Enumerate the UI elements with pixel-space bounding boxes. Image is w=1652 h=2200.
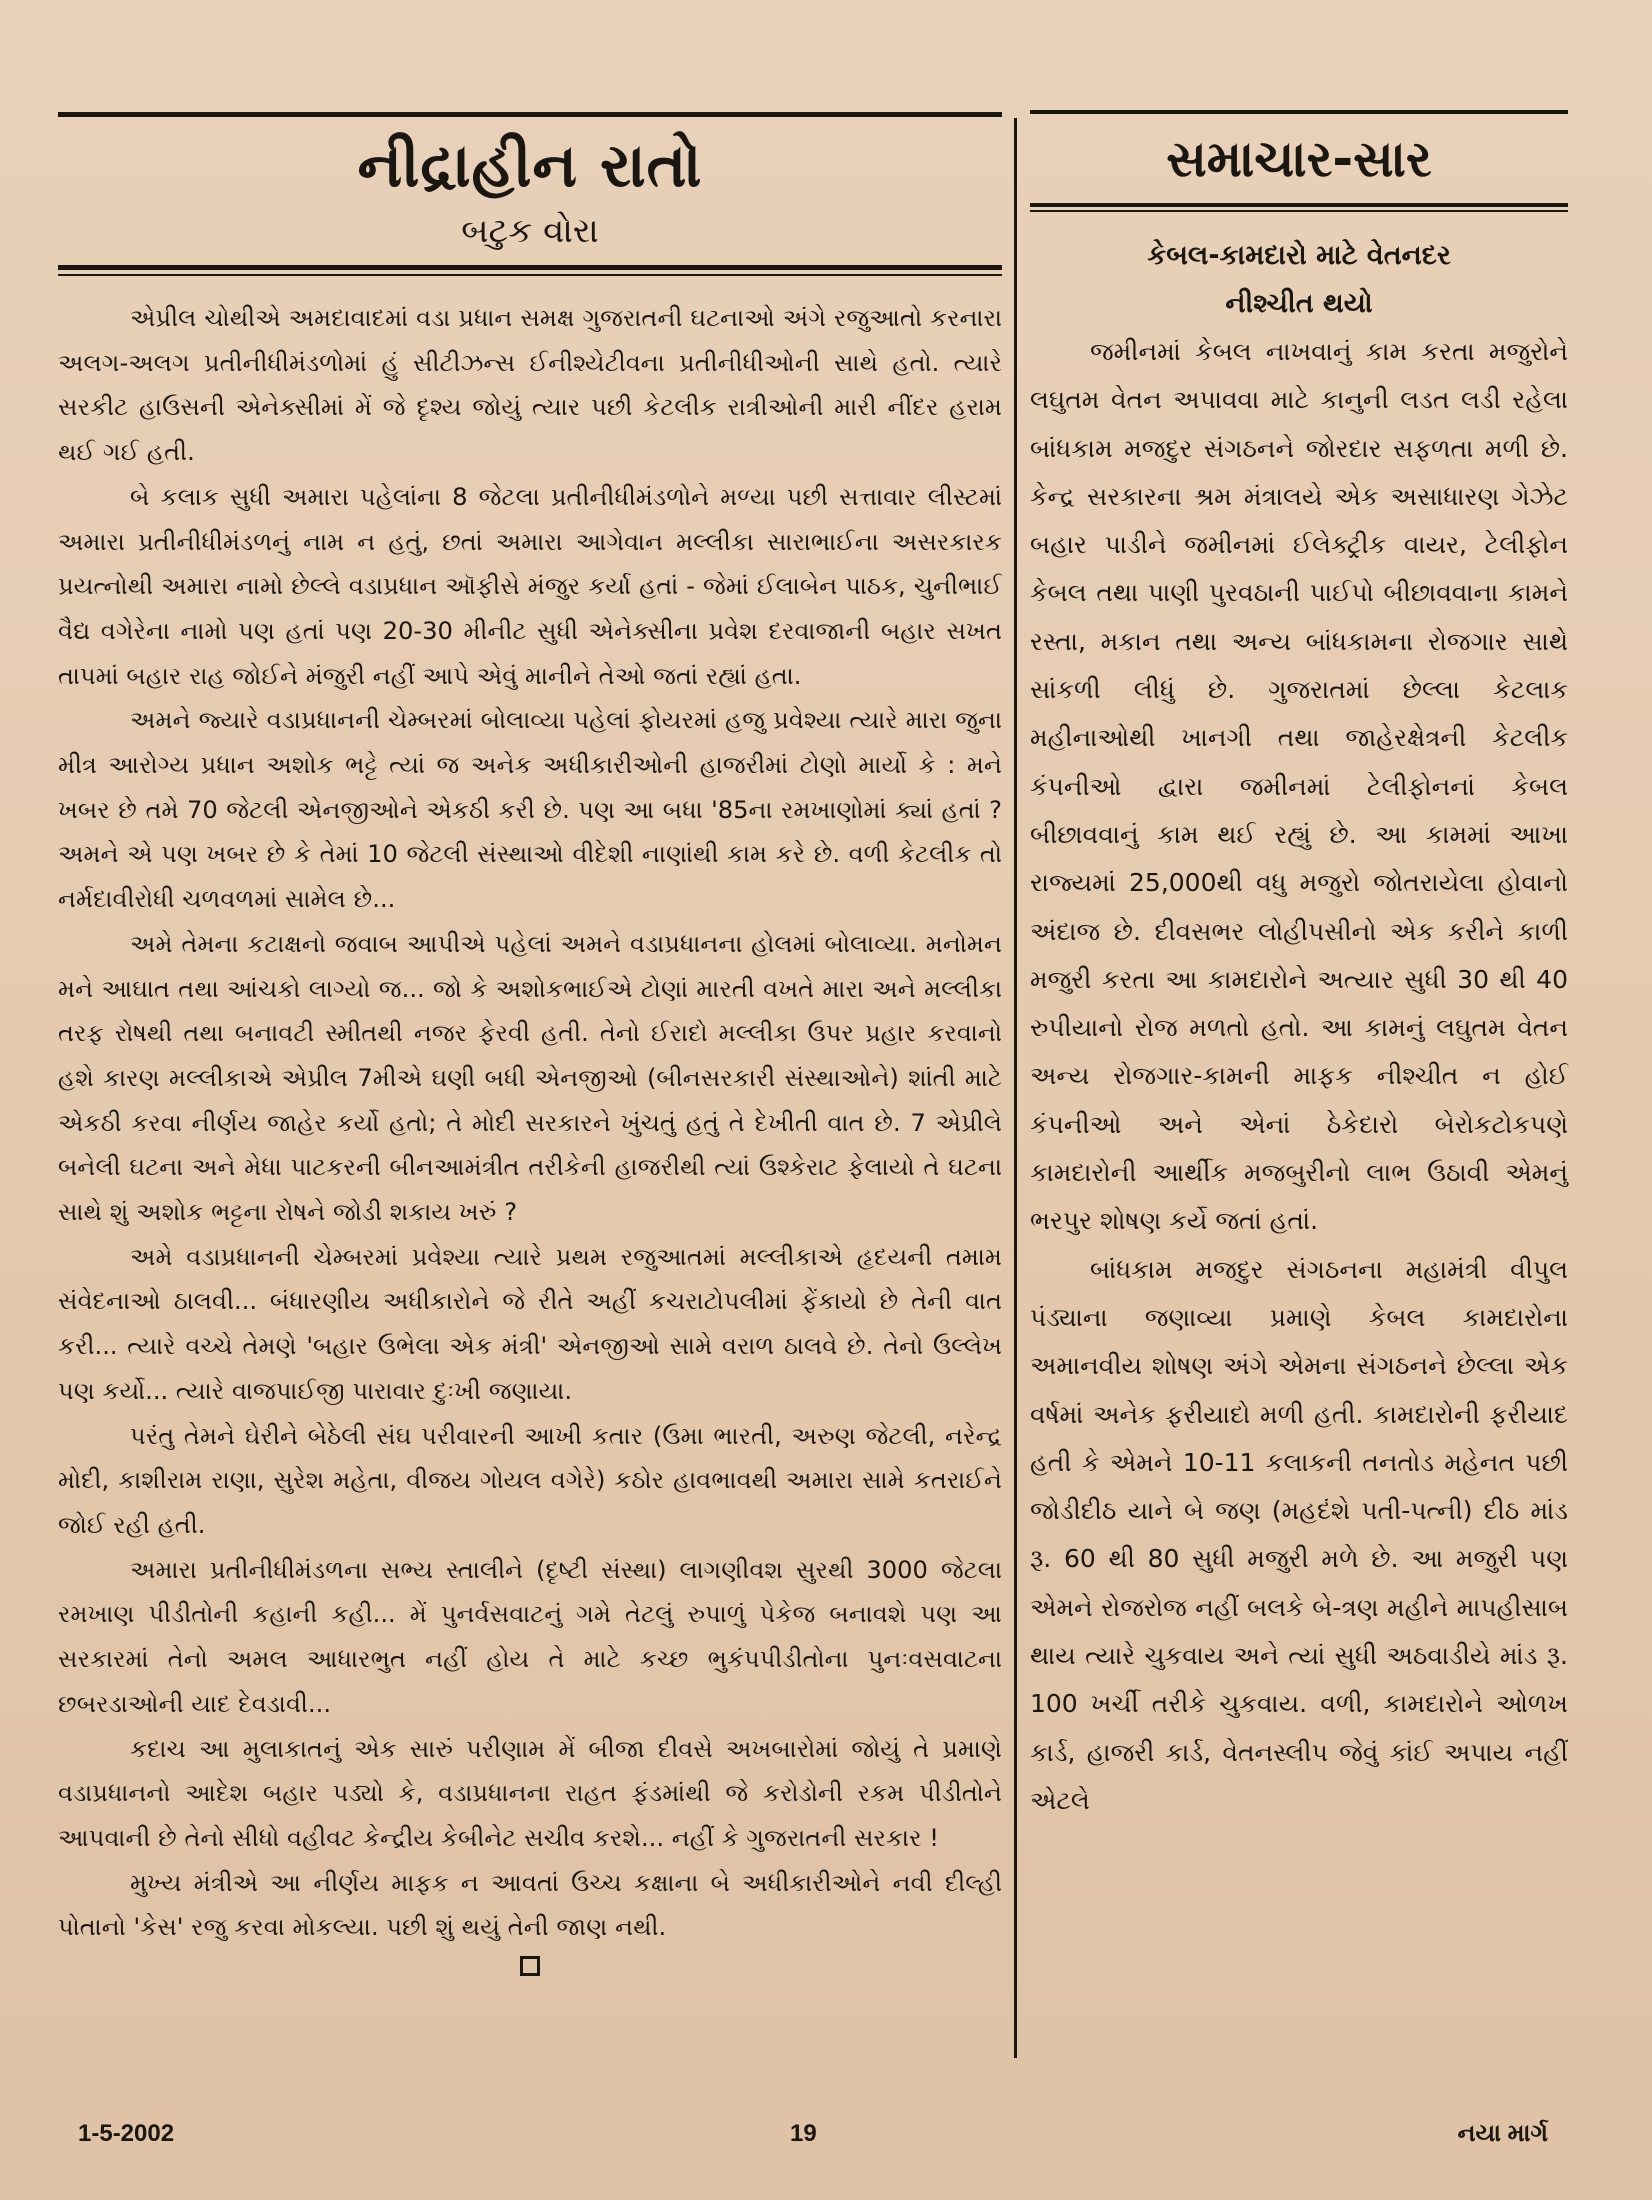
news-paragraph: જમીનમાં કેબલ નાખવાનું કામ કરતા મજુરોને લઘુતમ વેતન અપાવવા માટે કાનુની લડત લડી રહેલા બાંધકામ મજદુર સંગઠનને જોરદાર સફળતા મળી છે. કેન્દ્ર સરકારના શ્રમ મંત્રાલયે એક અસાધારણ ગેઝેટ બહાર પાડીને જમીનમાં ઈલેક્ટ્રીક વાયર, ટેલીફોન કેબલ તથા પાણી પુરવઠાની પાઈપો બીછાવવાના કામને રસ્તા, મકાન તથા અન્ય બાંધકામના રોજગાર સાથે સાંકળી લીધું છે. ગુજરાતમાં છેલ્લા કેટલાક મહીનાઓથી ખાનગી તથા જાહેરક્ષેત્રની કેટલીક કંપનીઓ દ્વારા જમીનમાં ટેલીફોનનાં કેબલ બીછાવવાનું કામ થઈ રહ્યું છે. આ કામમાં આખા રાજ્યમાં 25,000થી વધુ મજુરો જોતરાયેલા હોવાનો અંદાજ છે. દીવસભર લોહીપસીનો એક કરીને કાળી મજુરી કરતા આ કામદારોને અત્યાર સુધી 30 થી 40 રુપીયાનો રોજ મળતો હતો. આ કામનું લઘુતમ વેતન અન્ય રોજગાર-કામની માફક નીશ્ચીત ન હોઈ કંપનીઓ અને એનાં ઠેકેદારો બેરોકટોકપણે કામદારોની આર્થીક મજબુરીનો લાભ ઉઠાવી એમનું ભરપુર શોષણ કર્યે જતાં હતાં. — [1030, 337, 1568, 1236]
left-article — [58, 112, 1002, 1982]
page-footer — [78, 2120, 1548, 2160]
magazine-name: નયા માર્ગ — [1457, 2120, 1548, 2147]
section-top-rule — [1030, 110, 1568, 114]
section-bottom-rule — [1030, 203, 1568, 207]
page-number: 19 — [790, 2120, 817, 2147]
news-headline-line2: નીશ્ચીત થયો — [1225, 288, 1373, 319]
issue-date: 1-5-2002 — [78, 2120, 175, 2147]
article-paragraph: અમે તેમના કટાક્ષનો જવાબ આપીએ પહેલાં અમને વડાપ્રધાનના હોલમાં બોલાવ્યા. મનોમન મને આઘાત તથા આંચકો લાગ્યો જ... જો કે અશોકભાઈએ ટોણાં મારતી વખતે મારા અને મલ્લીકા તરફ રોષથી તથા બનાવટી સ્મીતથી નજર ફેરવી હતી. તેનો ઈરાદો મલ્લીકા ઉપર પ્રહાર કરવાનો હશે કારણ મલ્લીકાએ એપ્રીલ 7મીએ ઘણી બધી એનજીઓ (બીનસરકારી સંસ્થાઓને) શાંતી માટે એકઠી કરવા નીર્ણય જાહેર કર્યો હતો; તે મોદી સરકારને ખુંચતું હતું તે દેખીતી વાત છે. 7 એપ્રીલે બનેલી ઘટના અને મેધા પાટકરની બીનઆમંત્રીત તરીકેની હાજરીથી ત્યાં ઉશ્કેરાટ ફેલાયો તે ઘટના સાથે શું અશોક ભટ્ટના રોષને જોડી શકાય ખરું ? — [58, 929, 1002, 1227]
title-bottom-rule-thin — [58, 274, 1002, 276]
title-bottom-rule — [58, 265, 1002, 270]
article-paragraph: કદાચ આ મુલાકાતનું એક સારું પરીણામ મેં બીજા દીવસે અખબારોમાં જોયું તે પ્રમાણે વડાપ્રધાનનો આદેશ બહાર પડ્યો કે, વડાપ્રધાનના રાહત ફંડમાંથી જે કરોડોની રકમ પીડીતોને આપવાની છે તેનો સીધો વહીવટ કેન્દ્રીય કેબીનેટ સચીવ કરશે... નહીં કે ગુજરાતની સરકાર ! — [58, 1734, 1002, 1852]
news-headline-line1: કેબલ-કામદારો માટે વેતનદર — [1147, 240, 1451, 271]
article-paragraph: અમને જ્યારે વડાપ્રધાનની ચેમ્બરમાં બોલાવ્યા પહેલાં ફોયરમાં હજુ પ્રવેશ્યા ત્યારે મારા જુના મીત્ર આરોગ્ય પ્રધાન અશોક ભટ્ટે ત્યાં જ અનેક અધીકારીઓની હાજરીમાં ટોણો માર્યો કે : મને ખબર છે તમે 70 જેટલી એનજીઓને એકઠી કરી છે. પણ આ બધા '85ના રમખાણોમાં ક્યાં હતાં ? અમને એ પણ ખબર છે કે તેમાં 10 જેટલી સંસ્થાઓ વીદેશી નાણાંથી કામ કરે છે. વળી કેટલીક તો નર્મદાવીરોધી ચળવળમાં સામેલ છે... — [58, 706, 1002, 914]
article-title: નીદ્રાહીન રાતો — [357, 131, 703, 201]
news-paragraph: બાંધકામ મજદુર સંગઠનના મહામંત્રી વીપુલ પંડ્યાના જણાવ્યા પ્રમાણે કેબલ કામદારોના અમાનવીય શોષણ અંગે એમના સંગઠનને છેલ્લા એક વર્ષમાં અનેક ફરીયાદો મળી હતી. કામદારોની ફરીયાદ હતી કે એમને 10-11 કલાકની તનતોડ મહેનત પછી જોડીદીઠ યાને બે જણ (મહદંશે પતી-પત્ની) દીઠ માંડ રૂ. 60 થી 80 સુધી મજુરી મળે છે. આ મજુરી પણ એમને રોજરોજ નહીં બલકે બે-ત્રણ મહીને માપહીસાબ થાય ત્યારે ચુકવાય અને ત્યાં સુધી અઠવાડીયે માંડ રૂ. 100 ખર્ચી તરીકે ચુકવાય. વળી, કામદારોને ઓળખ કાર્ડ, હાજરી કાર્ડ, વેતનસ્લીપ જેવું કાંઈ અપાય નહીં એટલે — [1030, 1254, 1568, 1815]
news-summary-section — [1030, 110, 1568, 1825]
section-title: સમાચાર-સાર — [1166, 130, 1432, 188]
article-paragraph: મુખ્ય મંત્રીએ આ નીર્ણય માફક ન આવતાં ઉચ્ચ કક્ષાના બે અધીકારીઓને નવી દીલ્હી પોતાનો 'કેસ' રજુ કરવા મોકલ્યા. પછી શું થયું તેની જાણ નથી. — [58, 1868, 1002, 1942]
article-paragraph: અમે વડાપ્રધાનની ચેમ્બરમાં પ્રવેશ્યા ત્યારે પ્રથમ રજુઆતમાં મલ્લીકાએ હૃદયની તમામ સંવેદનાઓ ઠાલવી... બંધારણીય અધીકારોને જે રીતે અહીં કચરાટોપલીમાં ફેંકાયો છે તેની વાત કરી... ત્યારે વચ્ચે તેમણે 'બહાર ઉભેલા એક મંત્રી' એનજીઓ સામે વરાળ ઠાલવે છે. તેનો ઉલ્લેખ પણ કર્યો... ત્યારે વાજપાઈજી પારાવાર દુઃખી જણાયા. — [58, 1242, 1002, 1405]
article-body — [58, 296, 1002, 1950]
section-bottom-rule-thin — [1030, 210, 1568, 212]
news-body — [1030, 328, 1568, 1825]
article-paragraph: બે કલાક સુધી અમારા પહેલાંના 8 જેટલા પ્રતીનીધીમંડળોને મળ્યા પછી સત્તાવાર લીસ્ટમાં અમારા પ્રતીનીધીમંડળનું નામ ન હતું, છતાં અમારા આગેવાન મલ્લીકા સારાભાઈના અસરકારક પ્રયત્નોથી અમારા નામો છેલ્લે વડાપ્રધાન ઑફીસે મંજુર કર્યા હતાં - જેમાં ઈલાબેન પાઠક, ચુનીભાઈ વૈદ્ય વગેરેના નામો પણ હતાં પણ 20-30 મીનીટ સુધી એનેક્સીના પ્રવેશ દરવાજાની બહાર સખત તાપમાં બહાર રાહ જોઈને મંજુરી નહીં આપે એવું માનીને તેઓ જતાં રહ્યાં હતા. — [58, 482, 1002, 690]
article-paragraph: અમારા પ્રતીનીધીમંડળના સભ્ય સ્તાલીને (દૃષ્ટી સંસ્થા) લાગણીવશ સુરથી 3000 જેટલા રમખાણ પીડીતોની કહાની કહી... મેં પુનર્વસવાટનું ગમે તેટલું રુપાળું પેકેજ બનાવશે પણ આ સરકારમાં તેનો અમલ આધારભુત નહીં હોય તે માટે કચ્છ ભુકંપપીડીતોના પુનઃવસવાટના છબરડાઓની યાદ દેવડાવી... — [58, 1555, 1002, 1718]
article-paragraph: એપ્રીલ ચોથીએ અમદાવાદમાં વડા પ્રધાન સમક્ષ ગુજરાતની ઘટનાઓ અંગે રજુઆતો કરનારા અલગ-અલગ પ્રતીનીધીમંડળોમાં હું સીટીઝન્સ ઈનીશ્યેટીવના પ્રતીનીધીઓની સાથે હતો. ત્યારે સરકીટ હાઉસની એનેક્સીમાં મેં જે દૃશ્ય જોયું ત્યાર પછી કેટલીક રાત્રીઓની મારી નીંદર હરામ થઈ ગઈ હતી. — [58, 304, 1002, 467]
end-of-article-mark — [58, 1954, 1002, 1982]
article-author: બટુક વોરા — [461, 211, 599, 251]
title-top-rule — [58, 112, 1002, 117]
article-paragraph: પરંતુ તેમને ઘેરીને બેઠેલી સંઘ પરીવારની આખી કતાર (ઉમા ભારતી, અરુણ જેટલી, નરેન્દ્ર મોદી, કાશીરામ રાણા, સુરેશ મહેતા, વીજય ગોયલ વગેરે) કઠોર હાવભાવથી અમારા સામે કતરાઈને જોઈ રહી હતી. — [58, 1421, 1002, 1539]
end-square-icon — [520, 1956, 540, 1976]
column-divider — [1014, 118, 1017, 2058]
news-headline — [1030, 232, 1568, 328]
